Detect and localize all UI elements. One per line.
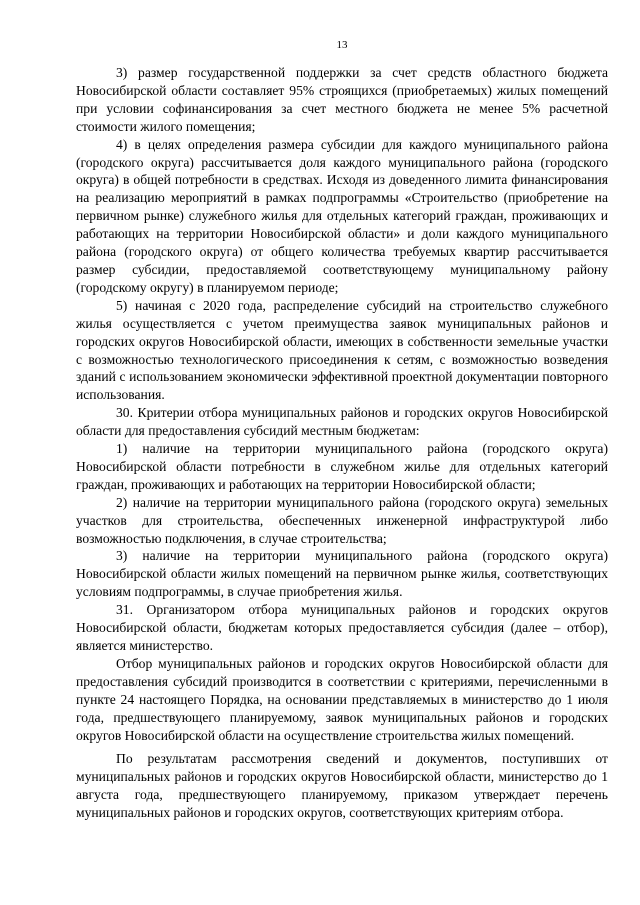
page-number: 13 <box>336 39 348 51</box>
paragraph-item-5: 5) начиная с 2020 года, распределение субсидий на строительство служебного жилья осуществляется с учетом преимущества заявок муниципальных районов и городских округов Новосибирской области, имеющих в собственности земельные участки с возможностью технологического присоединения к сетям, с возможностью возведения зданий с использованием экономически эффективной проектной документации повторного использования. <box>76 297 608 403</box>
paragraph-item-3: 3) размер государственной поддержки за счет средств областного бюджета Новосибирской области составляет 95% строящихся (приобретаемых) жилых помещений при условии софинансирования за счет местного бюджета не менее 5% расчетной стоимости жилого помещения; <box>76 65 608 134</box>
paragraph-selection-procedure: Отбор муниципальных районов и городских округов Новосибирской области для предоставления субсидий производится в соответствии с критериями, перечисленными в пункте 24 настоящего Порядка, на основании представляемых в министерство до 1 июля года, предшествующего планируемому, заявок муниципальных районов и городских округов Новосибирской области на осуществление строительства жилых помещений. <box>76 655 608 743</box>
paragraph-criterion-2: 2) наличие на территории муниципального района (городского округа) земельных участков для строительства, обеспеченных инженерной инфраструктурой либо возможностью подключения, в случае строительства; <box>76 494 608 546</box>
paragraph-criterion-3: 3) наличие на территории муниципального района (городского округа) Новосибирской области жилых помещений на первичном рынке жилья, соответствующих условиям подпрограммы, в случае приобретения жилья. <box>76 548 608 600</box>
paragraph-selection-results: По результатам рассмотрения сведений и документов, поступивших от муниципальных районов и городских округов Новосибирской области, министерство до 1 августа года, предшествующего планируемому, приказом утверждает перечень муниципальных районов и городских округов, соответствующих критериям отбора. <box>76 751 608 821</box>
paragraph-section-30: 30. Критерии отбора муниципальных районов и городских округов Новосибирской области для предоставления субсидий местным бюджетам: <box>76 405 608 439</box>
paragraph-section-31: 31. Организатором отбора муниципальных районов и городских округов Новосибирской области, бюджетам которых предоставляется субсидия (далее – отбор), является министерство. <box>76 602 608 653</box>
paragraph-criterion-1: 1) наличие на территории муниципального района (городского округа) Новосибирской области потребности в служебном жилье для отдельных категорий граждан, проживающих и работающих на территории Новосибирской области; <box>76 441 608 492</box>
paragraph-item-4: 4) в целях определения размера субсидии для каждого муниципального района (городского округа) рассчитывается доля каждого муниципального района (городского округа) в общей потребности в средствах. Исходя из доведенного лимита финансирования на реализацию мероприятий в рамках подпрограммы «Строительство (приобретение на первичном рынке) служебного жилья для отдельных категорий граждан, проживающих и работающих на территории Новосибирской области» и доли каждого муниципального района (городского округа) от общего количества требуемых квартир рассчитывается размер субсидии, предоставляемой соответствующему муниципальному району (городскому округу) в планируемом периоде; <box>76 136 608 295</box>
